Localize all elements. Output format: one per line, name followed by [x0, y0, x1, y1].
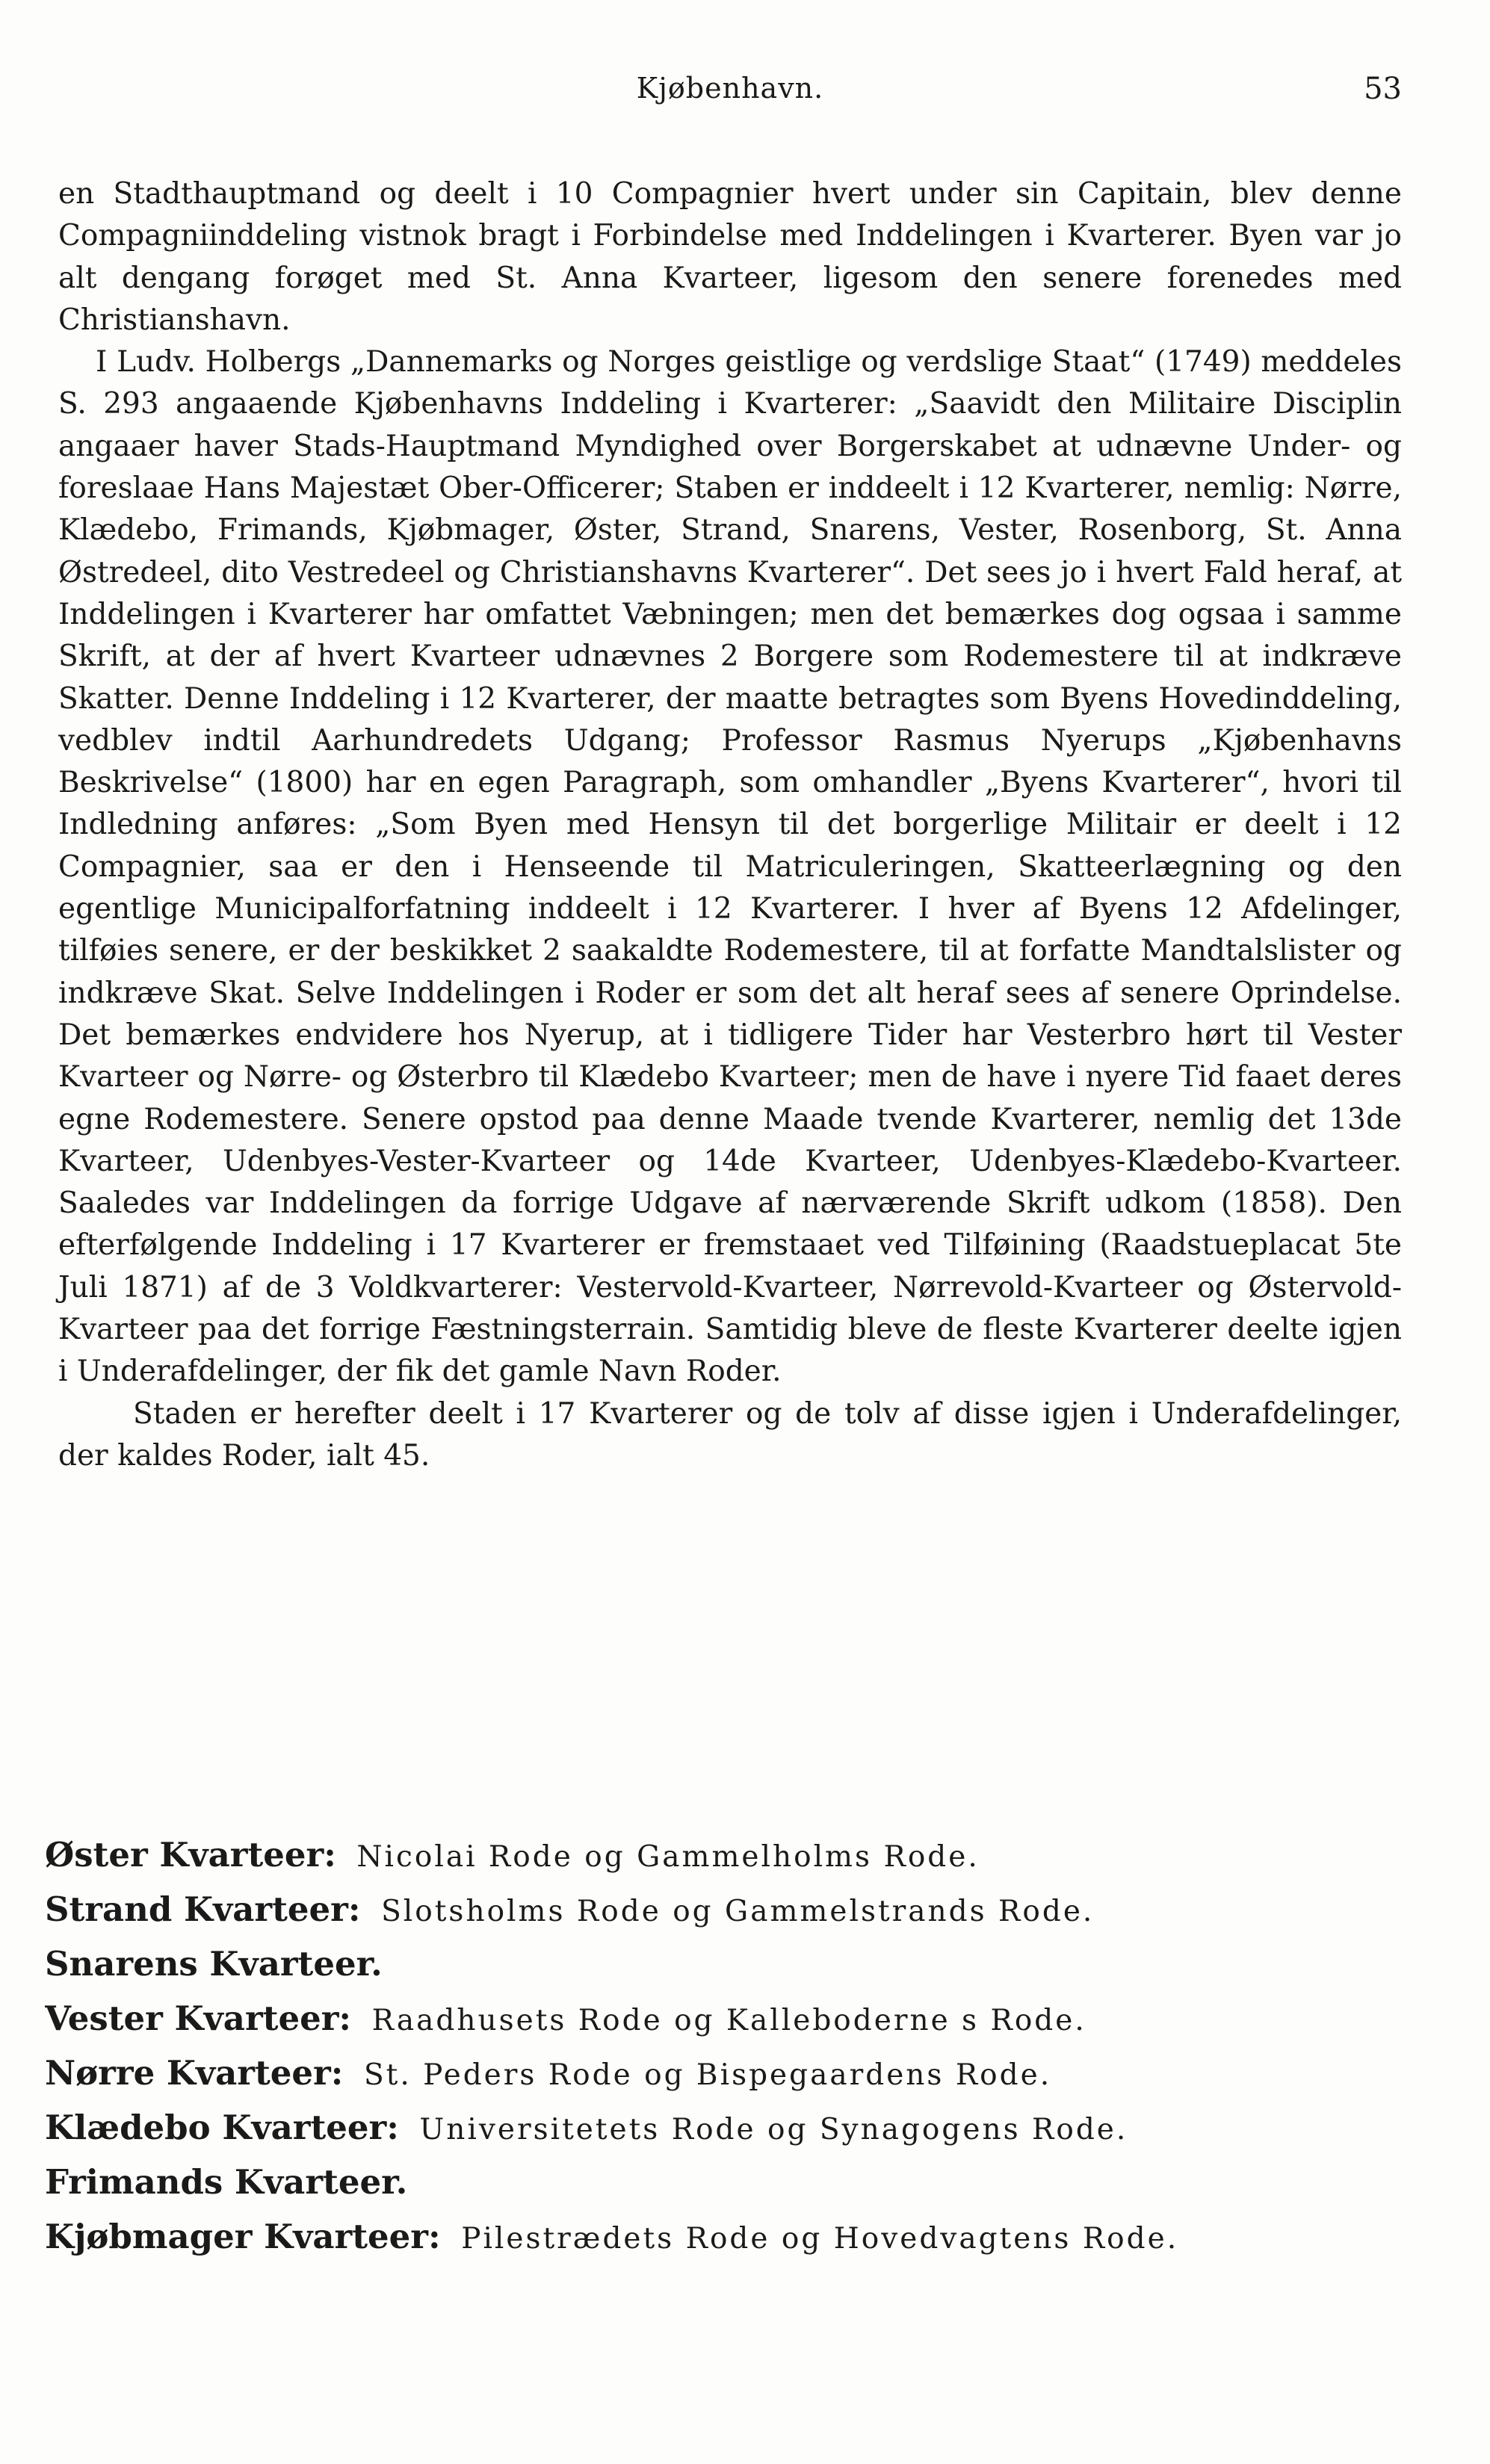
quarter-entry [45, 2209, 1375, 2264]
quarter-description: Nicolai Rode og Gammelholms Rode. [339, 1840, 980, 1874]
page-header [58, 72, 1402, 117]
quarter-name: Vester Kvarteer: [45, 1999, 352, 2038]
paragraph-2: I Ludv. Holbergs „Dannemarks og Norges geistlige og verdslige Staat“ (1749) meddeles S. 293 angaaende Kjøbenhavns Inddeling i Kvarterer: „Saavidt den Militaire Disciplin angaaer haver Stads-Hauptmand Myndighed over Borgerskabet at udnævne Under- og foreslaae Hans Majestæt Ober-Officerer; Staben er inddeelt i 12 Kvarterer, nemlig: Nørre, Klædebo, Frimands, Kjøbmager, Øster, Strand, Snarens, Vester, Rosenborg, St. Anna Østredeel, dito Vestredeel og Christianshavns Kvarterer“. Det sees jo i hvert Fald heraf, at Inddelingen i Kvarterer har omfattet Væbningen; men det bemærkes dog ogsaa i samme Skrift, at der af hvert Kvarteer udnævnes 2 Borgere som Rodemestere til at indkræve Skatter. Denne Inddeling i 12 Kvarterer, der maatte betragtes som Byens Hovedinddeling, vedblev indtil Aarhundredets Udgang; Professor Rasmus Nyerups „Kjøbenhavns Beskrivelse“ (1800) har en egen Paragraph, som omhandler „Byens Kvarterer“, hvori til Indledning anføres: „Som Byen med Hensyn til det borgerlige Militair er deelt i 12 Compagnier, saa er den i Henseende til Matriculeringen, Skatteerlægning og den egentlige Municipalforfatning inddeelt i 12 Kvarterer. I hver af Byens 12 Afdelinger, tilføies senere, er der beskikket 2 saakaldte Rodemestere, til at forfatte Mandtalslister og indkræve Skat. Selve Inddelingen i Roder er som det alt heraf sees af senere Oprindelse. Det bemærkes endvidere hos Nyerup, at i tidligere Tider har Vesterbro hørt til Vester Kvarteer og Nørre- og Østerbro til Klædebo Kvarteer; men de have i nyere Tid faaet deres egne Rodemestere. Senere opstod paa denne Maade tvende Kvarterer, nemlig det 13de Kvarteer, Udenbyes-Vester-Kvarteer og 14de Kvarteer, Udenbyes-Klædebo-Kvarteer. Saaledes var Inddelingen da forrige Udgave af nærværende Skrift udkom (1858). Den efterfølgende Inddeling i 17 Kvarterer er fremstaaet ved Tilføining (Raadstueplacat 5te Juli 1871) af de 3 Voldkvarterer: Vestervold-Kvarteer, Nørrevold-Kvarteer og Østervold-Kvarteer paa det forrige Fæstningsterrain. Samtidig bleve de fleste Kvarterer deelte igjen i Underafdelinger, der fik det gamle Navn Roder. [58, 345, 1402, 1389]
quarter-name: Snarens Kvarteer. [45, 1944, 383, 1984]
quarter-description: Raadhusets Rode og Kalleboderne s Rode. [355, 2004, 1086, 2037]
quarter-name: Nørre Kvarteer: [45, 2053, 344, 2093]
quarter-description: Slotsholms Rode og Gammelstrands Rode. [364, 1895, 1095, 1928]
running-title: Kjøbenhavn. [636, 72, 824, 105]
paragraph-3: Staden er herefter deelt i 17 Kvarterer og de tolv af disse igjen i Underafdelinger, der kaldes Roder, ialt 45. [58, 1396, 1402, 1473]
quarter-description: St. Peders Rode og Bispegaardens Rode. [347, 2058, 1052, 2092]
paragraph-1: en Stadthauptmand og deelt i 10 Compagnier hvert under sin Capitain, blev denne Compagniinddeling vistnok bragt i Forbindelse med Inddelingen i Kvarterer. Byen var jo alt dengang forøget med St. Anna Kvarteer, ligesom den senere forenedes med Christianshavn. [58, 177, 1402, 337]
quarter-name: Strand Kvarteer: [45, 1889, 361, 1929]
quarter-name: Kjøbmager Kvarteer: [45, 2217, 441, 2256]
quarter-entry [45, 2155, 1375, 2209]
quarter-name: Frimands Kvarteer. [45, 2162, 408, 2202]
quarter-entry [45, 1991, 1375, 2046]
page-number: 53 [1364, 72, 1402, 106]
quarter-entry [45, 2046, 1375, 2100]
quarter-description: Pilestrædets Rode og Hovedvagtens Rode. [444, 2222, 1179, 2256]
quarter-entry [45, 1827, 1375, 1882]
body-text [58, 173, 1402, 1477]
quarter-entry [45, 1882, 1375, 1937]
quarter-entry [45, 2100, 1375, 2155]
quarter-entry [45, 1937, 1375, 1991]
quarter-description: Universitetets Rode og Synagogens Rode. [402, 2113, 1128, 2146]
quarter-name: Klædebo Kvarteer: [45, 2108, 399, 2147]
quarter-name: Øster Kvarteer: [45, 1835, 336, 1875]
quarter-list [45, 1827, 1375, 2264]
